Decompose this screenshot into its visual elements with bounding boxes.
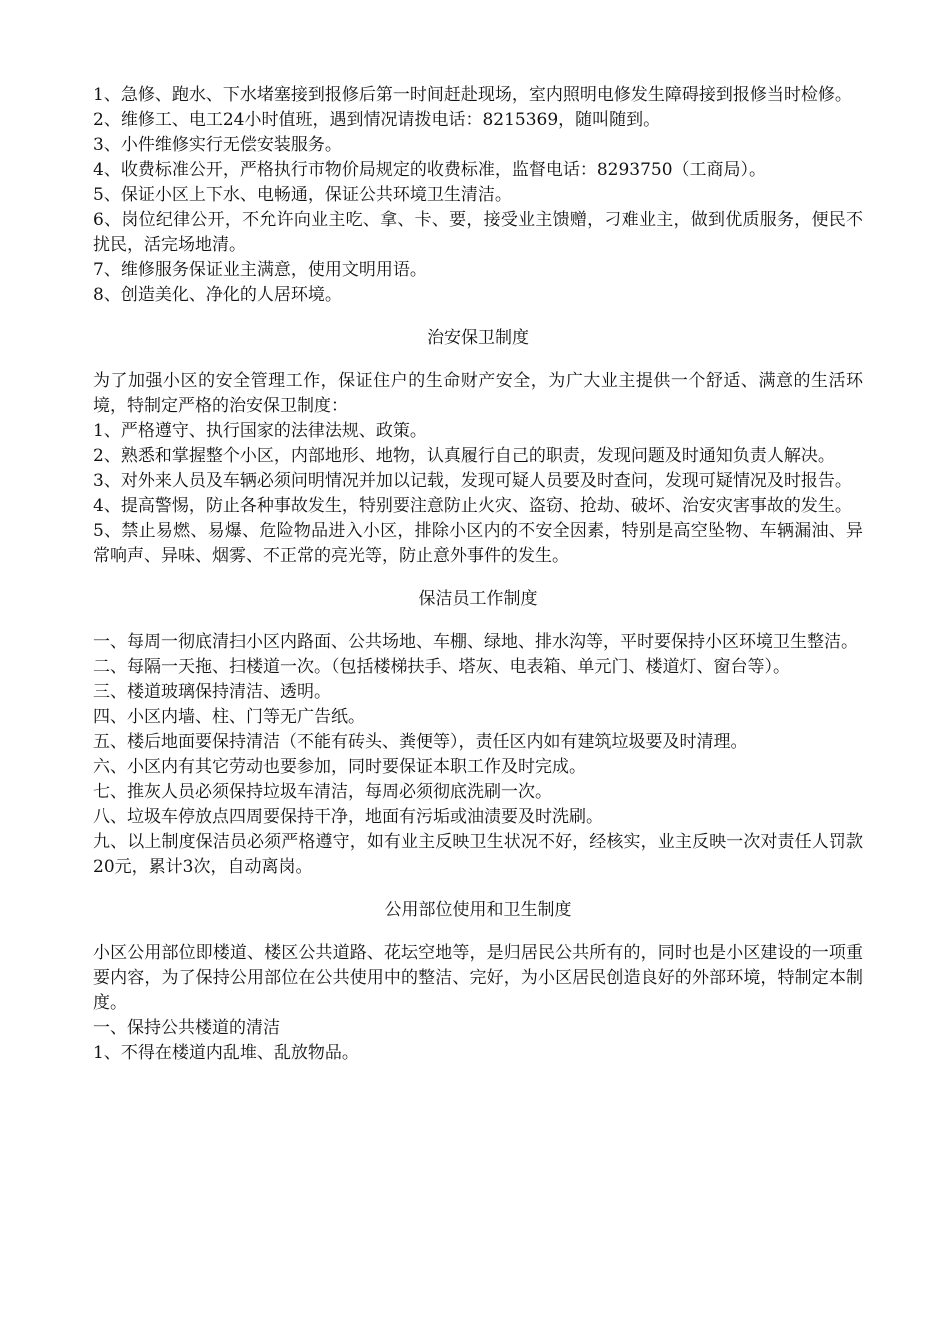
maintenance-rule-6: 6、岗位纪律公开，不允许向业主吃、拿、卡、要，接受业主馈赠，刁难业主，做到优质服务，便民不扰民，活完场地清。 bbox=[93, 210, 863, 255]
cleaner-rule-5: 五、楼后地面要保持清洁（不能有砖头、粪便等），责任区内如有建筑垃圾要及时清理。 bbox=[93, 732, 748, 752]
cleaner-rule-1: 一、每周一彻底清扫小区内路面、公共场地、车棚、绿地、排水沟等，平时要保持小区环境卫生整洁。 bbox=[93, 632, 858, 652]
maintenance-rules-section bbox=[93, 83, 863, 308]
security-rule-4: 4、提高警惕，防止各种事故发生，特别要注意防止火灾、盗窃、抢劫、破坏、治安灾害事故的发生。 bbox=[93, 496, 852, 516]
security-section bbox=[93, 326, 863, 569]
cleaner-section bbox=[93, 587, 863, 880]
security-intro: 为了加强小区的安全管理工作，保证住户的生命财产安全，为广大业主提供一个舒适、满意的生活环境，特制定严格的治安保卫制度： bbox=[93, 371, 863, 416]
public-area-heading-1: 一、保持公共楼道的清洁 bbox=[93, 1018, 280, 1038]
public-area-rule-1: 1、不得在楼道内乱堆、乱放物品。 bbox=[93, 1043, 359, 1063]
cleaner-rule-2: 二、每隔一天拖、扫楼道一次。（包括楼梯扶手、塔灰、电表箱、单元门、楼道灯、窗台等）。 bbox=[93, 657, 790, 677]
security-rule-3: 3、对外来人员及车辆必须问明情况并加以记载，发现可疑人员要及时查问，发现可疑情况及时报告。 bbox=[93, 471, 852, 491]
maintenance-rule-2: 2、维修工、电工24小时值班，遇到情况请拨电话：8215369，随叫随到。 bbox=[93, 110, 661, 130]
cleaner-rule-6: 六、小区内有其它劳动也要参加，同时要保证本职工作及时完成。 bbox=[93, 757, 586, 777]
maintenance-rule-8: 8、创造美化、净化的人居环境。 bbox=[93, 285, 342, 305]
cleaner-rule-4: 四、小区内墙、柱、门等无广告纸。 bbox=[93, 707, 365, 727]
maintenance-rule-7: 7、维修服务保证业主满意，使用文明用语。 bbox=[93, 260, 427, 280]
public-area-section-title: 公用部位使用和卫生制度 bbox=[384, 900, 572, 920]
cleaner-rule-8: 八、垃圾车停放点四周要保持干净，地面有污垢或油渍要及时洗刷。 bbox=[93, 807, 603, 827]
security-rule-2: 2、熟悉和掌握整个小区，内部地形、地物，认真履行自己的职责，发现问题及时通知负责人解决。 bbox=[93, 446, 835, 466]
cleaner-section-title: 保洁员工作制度 bbox=[418, 589, 538, 609]
cleaner-rule-3: 三、楼道玻璃保持清洁、透明。 bbox=[93, 682, 331, 702]
public-area-intro: 小区公用部位即楼道、楼区公共道路、花坛空地等，是归居民公共所有的，同时也是小区建设的一项重要内容，为了保持公用部位在公共使用中的整洁、完好，为小区居民创造良好的外部环境，特制定本制度。 bbox=[93, 943, 863, 1013]
maintenance-rule-3: 3、小件维修实行无偿安装服务。 bbox=[93, 135, 342, 155]
security-rule-5: 5、禁止易燃、易爆、危险物品进入小区，排除小区内的不安全因素，特别是高空坠物、车辆漏油、异常响声、异味、烟雾、不正常的亮光等，防止意外事件的发生。 bbox=[93, 521, 863, 566]
document-body bbox=[93, 83, 863, 1066]
maintenance-rule-4: 4、收费标准公开，严格执行市物价局规定的收费标准，监督电话：8293750（工商局）。 bbox=[93, 160, 767, 180]
public-area-section bbox=[93, 898, 863, 1066]
maintenance-rule-5: 5、保证小区上下水、电畅通，保证公共环境卫生清洁。 bbox=[93, 185, 512, 205]
security-section-title: 治安保卫制度 bbox=[427, 328, 529, 348]
security-rule-1: 1、严格遵守、执行国家的法律法规、政策。 bbox=[93, 421, 427, 441]
maintenance-rule-1: 1、急修、跑水、下水堵塞接到报修后第一时间赶赴现场，室内照明电修发生障碍接到报修当时检修。 bbox=[93, 85, 852, 105]
cleaner-rule-7: 七、推灰人员必须保持垃圾车清洁，每周必须彻底洗刷一次。 bbox=[93, 782, 552, 802]
cleaner-rule-9: 九、以上制度保洁员必须严格遵守，如有业主反映卫生状况不好，经核实，业主反映一次对责任人罚款20元，累计3次，自动离岗。 bbox=[93, 832, 863, 877]
